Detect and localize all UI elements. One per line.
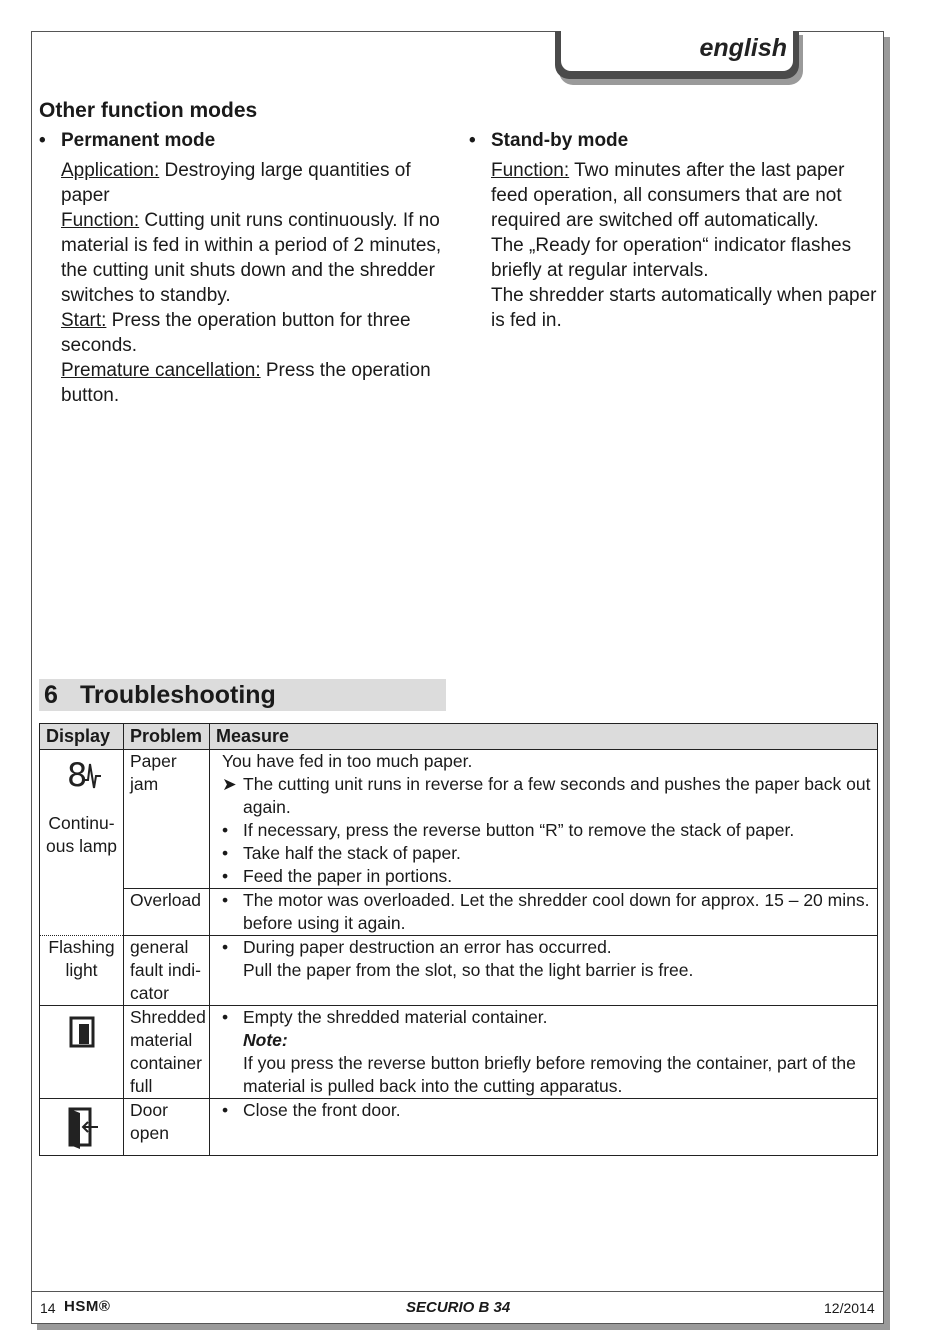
table-header-row (40, 724, 878, 750)
header-problem: Problem (124, 724, 210, 750)
product-name: SECURIO B 34 (406, 1299, 511, 1316)
table-row (40, 889, 878, 936)
table-row (40, 936, 878, 1006)
container-full-icon (46, 1014, 117, 1056)
table-row (40, 750, 878, 889)
problem-door-open: Door open (124, 1099, 210, 1156)
door-open-icon (46, 1105, 117, 1155)
measure-overload: • The motor was overloaded. Let the shredder cool down for approx. 15 – 20 mins. before using it again. (210, 889, 878, 936)
svg-text:8: 8 (66, 756, 87, 794)
hsm-logo: HSM® (64, 1298, 111, 1315)
chapter-title: Troubleshooting (80, 681, 276, 709)
table-row (40, 1099, 878, 1156)
header-display: Display (40, 724, 124, 750)
measure-container: • Empty the shredded material container. Note: If you press the reverse button briefly before removing the container, part of the material is pulled back into the cutting apparatus. (210, 1006, 878, 1099)
display-continuous-lamp: 8 Continu-ous lamp (40, 750, 124, 936)
permanent-mode-title: • Permanent mode (39, 130, 216, 151)
display-door-open (40, 1099, 124, 1156)
paper-jam-icon (46, 754, 117, 794)
troubleshooting-table (39, 723, 878, 1156)
measure-paper-jam: You have fed in too much paper. ➤ The cutting unit runs in reverse for a few seconds and pushes the paper back out again. • If necessary, press the reverse button “R” to remove the stack of paper. • Take half the stack of paper. • Feed the paper in portions. (210, 750, 878, 889)
language-tab (555, 31, 803, 85)
problem-fault-indicator: general fault indi-cator (124, 936, 210, 1006)
standby-mode-title: • Stand-by mode (469, 130, 629, 151)
display-flashing-light: Flashing light (40, 936, 124, 1006)
standby-mode-section (469, 128, 884, 333)
problem-overload: Overload (124, 889, 210, 936)
permanent-mode-text: Application: Destroying large quantities of paper Function: Cutting unit runs continuously. If no material is fed in within a period of 2 minutes, the cutting unit shuts down and the shredder switches to standby. Start: Press the operation button for three seconds. Premature cancellation: Press the operation button. (61, 160, 442, 406)
footer-divider (31, 1291, 884, 1292)
header-measure: Measure (210, 724, 878, 750)
problem-container-full: Shredded material container full (124, 1006, 210, 1099)
document-date: 12/2014 (824, 1300, 875, 1316)
measure-fault: • During paper destruction an error has occurred. Pull the paper from the slot, so that the light barrier is free. (210, 936, 878, 1006)
chapter-number: 6 (44, 681, 58, 709)
table-row (40, 1006, 878, 1099)
other-modes-heading: Other function modes (39, 99, 258, 122)
language-label: english (699, 34, 787, 62)
permanent-mode-section (39, 128, 454, 408)
page-number: 14 (40, 1300, 56, 1316)
chapter-heading (39, 679, 446, 711)
display-container-full (40, 1006, 124, 1099)
problem-paper-jam: Paper jam (124, 750, 210, 889)
measure-door: • Close the front door. (210, 1099, 878, 1156)
standby-mode-text: Function: Two minutes after the last paper feed operation, all consumers that are not required are switched off automatically. The „Ready for operation“ indicator flashes briefly at regular intervals. The shredder starts automatically when paper is fed in. (491, 160, 877, 331)
